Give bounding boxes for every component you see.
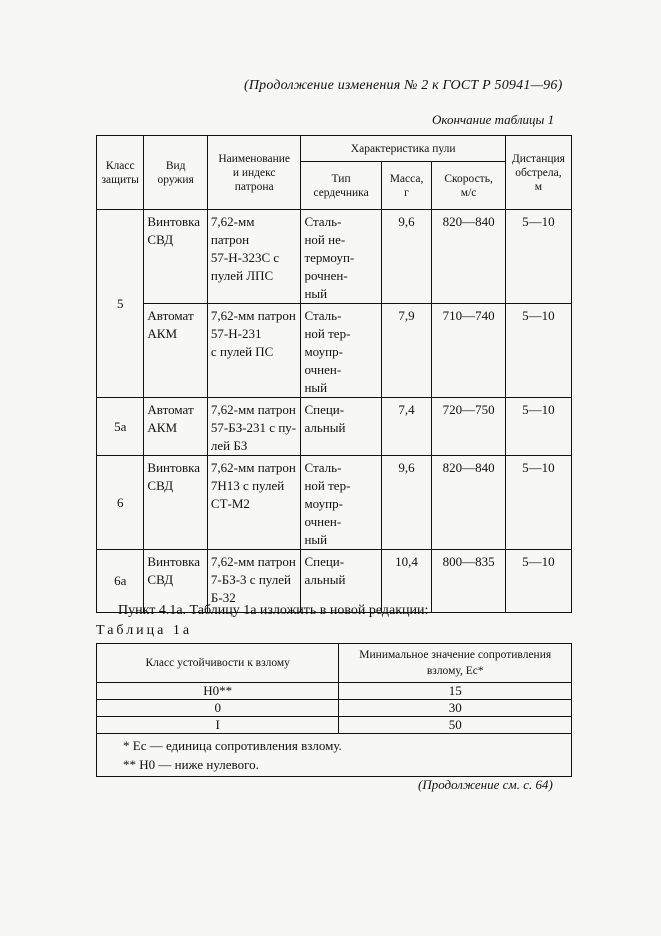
- cell-distance: 5—10: [505, 456, 571, 550]
- cell-mass: 7,4: [381, 398, 432, 456]
- table-1a-caption: Таблица 1а: [96, 623, 193, 638]
- cell-core-line: ный: [304, 380, 328, 395]
- cell-cartridge-line: 7,62-мм: [210, 214, 255, 229]
- cell-speed: 820—840: [432, 456, 505, 550]
- cell-speed: 800—835: [432, 550, 505, 613]
- cell-core-line: Сталь-: [304, 460, 342, 475]
- cell-core-line: альный: [304, 572, 346, 587]
- table-continuation-label: Окончание таблицы 1: [432, 112, 555, 127]
- cell-weapon-line: Винтовка: [147, 460, 201, 475]
- cell-cartridge-line: 7,62-мм патрон: [210, 554, 296, 569]
- header-distance: Дистанция обстрела, м: [505, 136, 571, 210]
- cell-core-line: рочнен-: [304, 268, 348, 283]
- cell-core-line: термоуп-: [304, 250, 355, 265]
- cell-cartridge-line: 57-Н-323С с: [210, 250, 280, 265]
- cell-core: [301, 398, 381, 456]
- cell-core-line: Сталь-: [304, 308, 342, 323]
- header-weapon: Вид оружия: [144, 136, 208, 210]
- cell-cartridge-line: патрон: [210, 232, 250, 247]
- cell-core-line: Сталь-: [304, 214, 342, 229]
- page-footer: (Продолжение см. с. 64): [418, 777, 553, 792]
- cell-distance: 5—10: [505, 398, 571, 456]
- cell-weapon-line: Автомат: [147, 308, 194, 323]
- row-value-1: 50: [339, 717, 572, 734]
- cell-core-line: Специ-: [304, 402, 345, 417]
- cell-weapon: [144, 456, 208, 550]
- cell-weapon-line: СВД: [147, 572, 174, 587]
- header-cartridge: Наименование и индекс патрона: [207, 136, 301, 210]
- cell-cartridge: [207, 210, 301, 304]
- cell-core-line: ной не-: [304, 232, 346, 247]
- cell-core-line: моупр-: [304, 344, 343, 359]
- cell-class: 5: [97, 210, 144, 398]
- cell-core-line: ной тер-: [304, 478, 351, 493]
- header-min-resistance: Минимальное значение сопротивления взлому, Ес*: [339, 644, 572, 683]
- cell-cartridge: [207, 456, 301, 550]
- cell-distance: 5—10: [505, 550, 571, 613]
- cell-weapon: [144, 304, 208, 398]
- cell-cartridge-line: 7,62-мм патрон: [210, 402, 296, 417]
- table-notes: [97, 734, 572, 777]
- cell-core-line: очнен-: [304, 514, 342, 529]
- ballistic-table: [96, 135, 572, 613]
- cell-weapon-line: АКМ: [147, 420, 178, 435]
- cell-core: [301, 304, 381, 398]
- table-row: [97, 456, 572, 550]
- cell-cartridge: [207, 398, 301, 456]
- header-core: Тип сердечника: [301, 162, 381, 210]
- cell-cartridge-line: СТ-М2: [210, 496, 250, 511]
- header-resistance-class: Класс устойчивости к взлому: [97, 644, 339, 683]
- note-ec: * Ес — единица сопротивления взлому.: [123, 738, 342, 753]
- cell-core-line: альный: [304, 420, 346, 435]
- cell-speed: 720—750: [432, 398, 505, 456]
- cell-core-line: ный: [304, 286, 328, 301]
- burglary-resistance-table: [96, 643, 572, 777]
- cell-weapon-line: Автомат: [147, 402, 194, 417]
- cell-distance: 5—10: [505, 304, 571, 398]
- cell-cartridge: [207, 304, 301, 398]
- cell-core-line: моупр-: [304, 496, 343, 511]
- cell-cartridge-line: 57-Н-231: [210, 326, 262, 341]
- header-class: Класс защиты: [97, 136, 144, 210]
- cell-weapon-line: СВД: [147, 478, 174, 493]
- cell-mass: 10,4: [381, 550, 432, 613]
- cell-mass: 9,6: [381, 210, 432, 304]
- cell-weapon-line: Винтовка: [147, 214, 201, 229]
- table-row: [97, 304, 572, 398]
- cell-core-line: Специ-: [304, 554, 345, 569]
- cell-cartridge-line: 7Н13 с пулей: [210, 478, 285, 493]
- cell-core-line: ной тер-: [304, 326, 351, 341]
- cell-cartridge-line: 7,62-мм патрон: [210, 308, 296, 323]
- cell-class: 6: [97, 456, 144, 550]
- cell-speed: 710—740: [432, 304, 505, 398]
- cell-weapon-line: АКМ: [147, 326, 178, 341]
- cell-class: 5а: [97, 398, 144, 456]
- row-class-0: 0: [97, 700, 339, 717]
- header-bullet-group: Характеристика пули: [301, 136, 505, 162]
- page-header: (Продолжение изменения № 2 к ГОСТ Р 50941—96): [244, 78, 563, 93]
- cell-cartridge-line: 7-БЗ-3 с пулей: [210, 572, 291, 587]
- cell-mass: 9,6: [381, 456, 432, 550]
- cell-cartridge-line: Б-32: [210, 590, 236, 605]
- table-row: [97, 398, 572, 456]
- table-row: [97, 210, 572, 304]
- cell-mass: 7,9: [381, 304, 432, 398]
- row-class-1: I: [97, 717, 339, 734]
- cell-weapon-line: СВД: [147, 232, 174, 247]
- cell-core: [301, 456, 381, 550]
- cell-core: [301, 210, 381, 304]
- cell-core-line: ный: [304, 532, 328, 547]
- header-speed: Скорость, м/с: [432, 162, 505, 210]
- row-class-h0: Н0**: [97, 683, 339, 700]
- cell-cartridge-line: 57-БЗ-231 с пу-: [210, 420, 297, 435]
- cell-class: 6а: [97, 550, 144, 613]
- note-h0: ** Н0 — ниже нулевого.: [123, 757, 259, 772]
- paragraph-4-1a: Пункт 4.1а. Таблицу 1а изложить в новой редакции:: [118, 603, 429, 618]
- cell-distance: 5—10: [505, 210, 571, 304]
- cell-weapon-line: Винтовка: [147, 554, 201, 569]
- cell-cartridge-line: лей БЗ: [210, 438, 248, 453]
- cell-cartridge-line: с пулей ПС: [210, 344, 274, 359]
- cell-cartridge-line: пулей ЛПС: [210, 268, 274, 283]
- cell-cartridge-line: 7,62-мм патрон: [210, 460, 296, 475]
- cell-weapon: [144, 210, 208, 304]
- header-mass: Масса, г: [381, 162, 432, 210]
- cell-weapon: [144, 398, 208, 456]
- row-value-h0: 15: [339, 683, 572, 700]
- cell-core-line: очнен-: [304, 362, 342, 377]
- cell-speed: 820—840: [432, 210, 505, 304]
- row-value-0: 30: [339, 700, 572, 717]
